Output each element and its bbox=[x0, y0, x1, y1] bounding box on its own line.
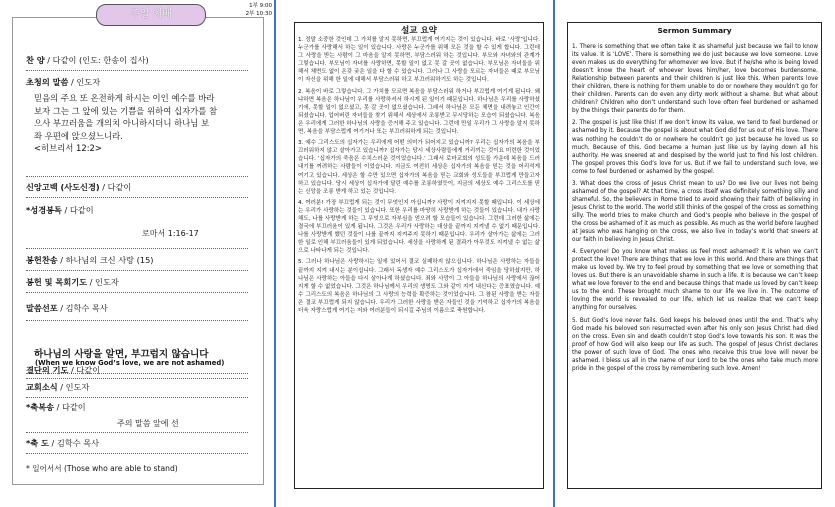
order-item-name: 찬 양 bbox=[26, 55, 45, 65]
order-item-name: 결단의 기도 bbox=[26, 365, 69, 375]
order-item-name: 교회소식 bbox=[26, 382, 58, 392]
divider bbox=[26, 70, 248, 71]
order-item-leader: / 인도자 bbox=[87, 277, 119, 287]
summary-paragraph: 3. 예수 그리스도의 십자가는 우리에게 어떤 의미가 되어지고 있습니까? 우리는 십자가의 복음을 부끄러워하지 않고 살아가고 있습니까? 십자가는 당시 세상사람들에게 거리끼는 것이요 미련한 것이었습니다. ‘십자가의 죽음은 수치스러운 것이었습니다.’ 그래서 로마교회의 성도들 가운데 복음을 드러내기를 꺼려하는 사람들이 이었습니다. 지금도 여전히 세상은 십자가의 복음을 믿는 것을 어리석게 여기고 있습니다. 세상은 할 수만 있으면 십자가의 복음을 믿는 교회와 성도들을 부끄럽게 만들고자 하고 있습니다. 당시 세상이 십자가에 달린 예수를 조롱하였듯이, 지금의 세상도 예수 그리스도를 믿는 신앙을 조롱 받게 하고 있는 것입니다. bbox=[298, 140, 540, 195]
order-item bbox=[26, 382, 89, 393]
panel-divider bbox=[553, 0, 555, 507]
divider bbox=[26, 432, 248, 433]
verse-line: 으사 부끄러움을 개의치 아니하시더니 하나님 보 bbox=[34, 118, 210, 128]
summary-paragraph: 4. Everyone! Do you know what makes us feel most ashamed? It is when we can’t protect the love! There are things that we love in this world. And there are things that make us loved by. We try to feel proud by something that we love or something that loves us. But there is an unavoidable shame in such a life. It is because we can’t keep what we love forever to the end and because things that made us loved by can’t keep us to the end. These brought much shame to our life we live in. The outcome of loving the world is revealed to our life, which let us realize that we can’t keep anything for ourselves. bbox=[572, 249, 818, 312]
order-item bbox=[26, 303, 108, 314]
order-item bbox=[26, 402, 86, 413]
verse-line: 보자 그는 그 앞에 있는 기쁨을 위하여 십자가를 참 bbox=[34, 105, 218, 116]
summary-paragraph: 5. 그러나 하나님은 사랑하시는 일에 있어서 결코 실패하지 않으십니다. 하나님은 사랑하는 자들을 끝까지 지켜 내시는 분이십니다. 그래서 독생자 예수 그리스도가 십자가에서 죽임을 당하셨지만, 하나님은 사랑하는 아들을 다시 살아나게 하셨습니다. 죄와 사망이 그 아들을 하나님의 사랑에서 끊어지게 할 수 없었습니다. 그것은 하나님께서 우리의 생명도 그와 같이 지켜 내신다는 증표였습니다. 예수 그리스도의 복음은 하나님의 그 사랑의 능력을 확증하는 것이었습니다. 그 참된 사랑을 받는 자들은 결코 부끄럽게 되지 않습니다. 우리가 그러한 사랑을 받은 자들인 것을 기억하고 십자가의 복음을 더욱 자랑스럽게 여기는 저와 여러분들이 되시길 주님의 이름으로 축원합니다. bbox=[298, 259, 540, 314]
korean-summary-title: 설교 요약 bbox=[401, 26, 437, 36]
service-time-1: 1부 9:00 bbox=[249, 3, 272, 9]
divider bbox=[26, 176, 248, 177]
korean-summary-panel bbox=[286, 0, 551, 507]
divider bbox=[26, 397, 248, 398]
order-item-name: *축복송 bbox=[26, 402, 55, 412]
order-item-leader: / 하나님의 크신 사랑 (15) bbox=[57, 255, 154, 265]
divider bbox=[26, 378, 248, 379]
order-item bbox=[26, 438, 99, 449]
standing-note: * 일어서서 (Those who are able to stand) bbox=[26, 464, 178, 473]
order-item bbox=[26, 365, 100, 376]
order-item bbox=[26, 255, 154, 266]
order-item-leader: / 다같이 bbox=[68, 365, 101, 375]
order-item bbox=[26, 182, 131, 193]
divider bbox=[26, 320, 248, 321]
verse-line: 좌 우편에 앉으셨느니라. bbox=[34, 130, 123, 141]
order-item-leader: / 다같이 bbox=[54, 402, 86, 412]
service-title: 주일 예배 bbox=[96, 4, 206, 26]
order-item-leader: / 인도자 bbox=[68, 77, 101, 87]
blessing-song-title: 주의 말씀 앞에 선 bbox=[117, 419, 179, 428]
order-item-leader: / 다같이 bbox=[61, 205, 94, 215]
call-to-worship-verse bbox=[34, 92, 256, 155]
order-item-name: 초청의 말씀 bbox=[26, 77, 69, 87]
order-item-name: *축 도 bbox=[26, 438, 49, 448]
order-item-name: 말씀선포 bbox=[26, 303, 58, 313]
order-item-leader: / 다같이 (인도: 한송이 집사) bbox=[44, 55, 149, 65]
service-times bbox=[220, 2, 272, 18]
order-item-name: 봉헌 및 목회기도 bbox=[26, 277, 88, 287]
sermon-title-english: (When we know God’s love, we are not ashamed) bbox=[35, 359, 225, 367]
divider bbox=[26, 270, 248, 271]
english-summary-panel bbox=[559, 0, 827, 507]
verse-line: 믿음의 주요 또 온전하게 하시는 이인 예수를 바라 bbox=[34, 93, 215, 103]
summary-paragraph: 5. But God’s love never fails. God keeps his beloved ones until the end. That’s why God made his beloved son resurrected even after his only son Jesus Christ had died on the cross. Even sin and death couldn’t stop God’s love towards his son. It was the proof of how God will also keep our life as such. The gospel of Jesus Christ declares the power of such love of God. The ones who receive this true love will never be ashamed. I bless us all in the name of our Lord to be the ones who take much more pride in the gospel of the cross by remembering such love. Amen! bbox=[572, 317, 818, 372]
summary-paragraph: 1. There is something that we often take it as shameful just because we fail to know its value. It is ‘LOVE’. There is something we do just because we love someone. Love even makes us do everything for whomever we love. But if he/she who is being loved doesn’t know the heart of whoever loves him/her, love becomes burdensome. Relationship between parents and their children is just like this. When parents love their children, there is nothing for them unable to do or nowhere they wouldn’t go for their children. Parents can do even any dirty work without a shame. But what about children? Children who don’t understand such love often feel burdened or ashamed by the things their parents do for them. bbox=[572, 44, 818, 115]
summary-paragraph: 2. 복음이 바로 그렇습니다. 그 가치를 모르면 복음을 부담스러워 하거나 부끄럽게 여기게 됩니다. 왜냐하면 복음은 하나님이 우리를 사랑하셔서 하시게 된 일이기 때문입니다. 하나님은 우리를 사랑하셨기에, 못할 일이 없으셨고, 못 갈 곳이 없으셨습니다. 그래서 하나님은 모든 체면을 내려놓고 인간이 되셨습니다. 업어버린 자녀들을 찾기 위해서 세상에서 조롱받고 무시당하는 모습이 되셨습니다. 복음은 우리에게 그러한 하나님의 사랑을 증거해 주고 있습니다. 그런데 만일 우리가 그 사랑을 알지 못하면, 복음을 부담스럽게 여기거나 또는 부끄러워하게 되는 것입니다. bbox=[298, 88, 540, 136]
summary-paragraph: 4. 여러분! 가장 부끄럽게 되는 것이 무엇인지 아십니까? 사랑이 지켜지지 못할 때입니다. 이 세상에는 우리가 사랑하는 것들이 있습니다. 또한 우리를 마땅히 사랑받게 하는 것들이 있습니다. 내가 사랑해도, 나를 사랑받게 하는 그 무엇으로 자부심을 얻으려 할 모습들이 있습니다. 그런데 그러한 삶에는 결국에 부끄러움이 있게 됩니다. 그것은 우리가 사랑하는 대상을 끝까지 지켜낼 수 없기 때문입니다. 나를 사랑받게 했던 것들이 나를 끝까지 지켜주지 못하기 때문입니다. 우리가 살아가는 삶에는 그러한 일로 인해 부끄러움들이 있게 되었습니다. 세상을 사랑하게 된 결과가 아무것도 지켜낼 수 없는 삶으로 나타나게 되는 것입니다. bbox=[298, 199, 540, 255]
summary-paragraph: 3. What does the cross of Jesus Christ mean to us? Do we live our lives not being ashamed of the gospel? At that time, a cross itself was definitely something silly and shameful. So, the believers in Rome tried to avoid showing their faith of believing in Jesus Christ to the world. The world still thinks of the gospel of the cross as something silly. The world tries to make church and God’s people who believe in the gospel of the cross be ashamed of it as much as possible. As much as the world before laughed at Jesus who was hanging on the cross, we also live in today’s world that sneers at our faith in believing in Jesus Christ. bbox=[572, 180, 818, 244]
order-item-name: 봉헌찬송 bbox=[26, 255, 58, 265]
order-item-leader: / 김학수 목사 bbox=[48, 438, 100, 448]
summary-paragraph: 1. 정말 소중한 것인데 그 가치를 알지 못하면, 부끄럽게 여기지는 것이 있습니다. 바로 ‘사랑’입니다. 누군가를 사랑해서 하는 일이 있습니다. 사랑은 누군가를 위해 모든 것을 할 수 있게 합니다. 그런데 그 사랑을 받는 사람이 그 마음을 알지 못하면, 부담스러워 하는 것입니다. 부모와 자녀와의 관계가 그렇습니다. 부모님이 자녀를 사랑하면, 못할 일이 없고 못 갈 곳이 없습니다. 부모님은 자녀들을 위해서 체면도 없이 온갖 궂은 일을 다 할 수 있습니다. 그러나 그 사랑을 모르는 자녀들은 때로 부모님이 자신을 위해 한 일에 대해서 부담스러워 하고 부끄러워하기도 하는 것입니다. bbox=[298, 37, 540, 84]
order-item bbox=[26, 77, 100, 88]
scripture-reference: 로마서 1:16-17 bbox=[142, 229, 199, 238]
divider bbox=[26, 453, 248, 454]
divider bbox=[26, 292, 248, 293]
verse-reference: <히브리서 12:2> bbox=[34, 143, 102, 153]
order-item bbox=[26, 205, 94, 216]
service-time-2: 2부 10:30 bbox=[245, 11, 272, 17]
worship-order-panel bbox=[12, 0, 277, 507]
order-item bbox=[26, 55, 149, 66]
order-item-leader: / 인도자 bbox=[57, 382, 90, 392]
order-item-name: 신앙고백 (사도신경) bbox=[26, 182, 100, 192]
korean-summary-body bbox=[298, 36, 540, 318]
order-item-leader: / 김학수 목사 bbox=[57, 303, 108, 313]
divider bbox=[26, 197, 248, 198]
order-item-leader: / 다같이 bbox=[99, 182, 132, 192]
summary-paragraph: 2. The gospel is just like this! If we don’t know its value, we tend to feel burdened or ashamed by it. Because the gospel is about what God did for us out of His love. There was nothing he couldn’t do or nowhere he couldn’t go just because he loved us so much. Because of this, God became a human just like us by laying down all his authority. He was sneered at and despised by the world just to find his lost children. The gospel proves this God’s love for us. But if we fail to understand such love, we come to feel burdened or ashamed by the gospel. bbox=[572, 120, 818, 175]
english-summary-body bbox=[572, 43, 818, 377]
divider bbox=[26, 248, 248, 249]
sermon-title-korean: 하나님의 사랑을 알면, 부끄럽지 않습니다 bbox=[34, 349, 209, 360]
english-summary-title: Sermon Summary bbox=[657, 26, 732, 35]
order-item-name: *성경봉독 bbox=[26, 205, 62, 215]
order-item bbox=[26, 277, 119, 288]
